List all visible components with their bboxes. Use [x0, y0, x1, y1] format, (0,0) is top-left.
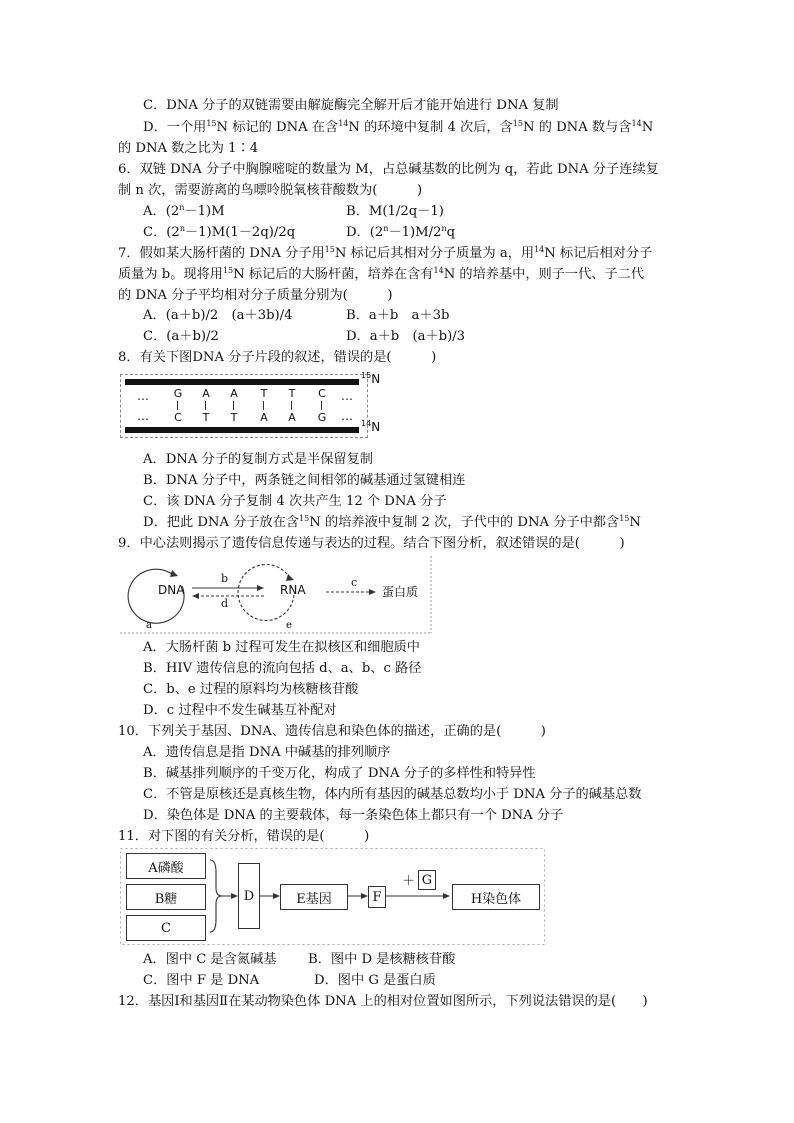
label-c: c	[351, 576, 358, 589]
label-a: a	[146, 620, 152, 631]
base-pair	[259, 385, 269, 427]
hydrogen-bond	[233, 401, 234, 410]
base-pair	[201, 385, 211, 427]
label-15n: $^{15}$N	[361, 371, 381, 386]
base-pair	[229, 385, 239, 427]
box-e-gene: E基因	[280, 884, 348, 910]
bottom-base: T	[230, 411, 238, 424]
question-9: 9．中心法则揭示了遗传信息传递与表达的过程。结合下图分析，叙述错误的是( )	[118, 536, 625, 551]
dots-bottom-left: …	[137, 409, 149, 423]
q5-option-c: C．DNA 分子的双链需要由解旋酶完全解开后才能开始进行 DNA 复制	[143, 98, 559, 113]
q6-option-c: C．$(2^n-1)M(1-2q)/2q$	[143, 224, 296, 240]
question-6: 6．双链 DNA 分子中胸腺嘧啶的数量为 M，占总碱基数的比例为 q，若此 DNA 分子连续复	[118, 162, 659, 177]
base-pair	[287, 385, 297, 427]
hydrogen-bond	[263, 401, 264, 410]
question-7: 7．假如某大肠杆菌的 DNA 分子用$^{15}$N 标记后其相对分子质量为 a，用$^{14}$N 标记后相对分子	[118, 245, 653, 261]
q10-option-d: D．染色体是 DNA 的主要载体，每一条染色体上都只有一个 DNA 分子	[143, 808, 564, 823]
q9-option-b: B．HIV 遗传信息的流向包括 d、a、b、c 路径	[143, 661, 422, 676]
q10-option-c: C．不管是原核还是真核生物，体内所有基因的碱基总数均小于 DNA 分子的碱基总数	[143, 787, 642, 802]
question-7-cont2: 的 DNA 分子平均相对分子质量分别为( )	[118, 288, 393, 303]
box-a-phosphate: A磷酸	[126, 853, 206, 879]
hydrogen-bond	[291, 401, 292, 410]
q5-option-d-cont: 的 DNA 数之比为 1∶4	[118, 141, 259, 156]
label-d: d	[221, 597, 229, 610]
q8-option-d: D．把此 DNA 分子放在含$^{15}$N 的培养液中复制 2 次，子代中的 DNA 分子中都含$^{15}$N	[143, 514, 641, 530]
top-base: G	[173, 387, 183, 400]
top-base: T	[260, 387, 268, 400]
dna-fragment-figure	[120, 374, 368, 438]
q11-option-d: D．图中 G 是蛋白质	[314, 973, 436, 988]
q9-option-a: A．大肠杆菌 b 过程可发生在拟核区和细胞质中	[143, 640, 420, 655]
top-base: A	[230, 387, 238, 400]
q11-option-a: A．图中 C 是含氮碱基	[143, 952, 277, 967]
label-14n: $^{14}$N	[361, 419, 381, 434]
rna-label: RNA	[280, 583, 306, 597]
bottom-base: T	[202, 411, 210, 424]
bottom-strand	[125, 427, 359, 433]
question-7-cont: 质量为 b。现将用$^{15}$N 标记后的大肠杆菌，培养在含有$^{14}$N 的培养基中，则子一代、子二代	[118, 266, 645, 282]
box-b-sugar: B糖	[126, 884, 206, 910]
box-h-chromosome: H染色体	[452, 884, 540, 910]
plus-sign: ＋	[402, 874, 416, 889]
gene-chromosome-figure	[120, 848, 546, 946]
top-base: T	[288, 387, 296, 400]
question-8: 8．有关下图DNA 分子片段的叙述，错误的是( )	[118, 350, 437, 365]
label-b: b	[221, 572, 229, 585]
q10-option-b: B．碱基排列顺序的千变万化，构成了 DNA 分子的多样性和特异性	[143, 766, 536, 781]
box-c: C	[126, 915, 206, 941]
top-base: A	[202, 387, 210, 400]
box-g: G	[418, 870, 436, 890]
dots-top-left: …	[137, 389, 149, 403]
box-d: D	[238, 863, 260, 929]
question-10: 10．下列关于基因、DNA、遗传信息和染色体的描述，正确的是( )	[118, 724, 546, 739]
q10-option-a: A．遗传信息是指 DNA 中碱基的排列顺序	[143, 745, 391, 760]
q7-option-a: A．(a＋b)/2 (a＋3b)/4	[143, 308, 293, 323]
hydrogen-bond	[205, 401, 206, 410]
q11-option-c: C．图中 F 是 DNA	[143, 973, 260, 988]
q5-option-d: D．一个用$^{15}$N 标记的 DNA 在含$^{14}$N 的环境中复制 4 次后，含$^{15}$N 的 DNA 数与含$^{14}$N	[143, 119, 654, 135]
question-11: 11．对下图的有关分析，错误的是( )	[118, 829, 370, 844]
q8-option-c: C．该 DNA 分子复制 4 次共产生 12 个 DNA 分子	[143, 494, 447, 509]
q6-option-a: A．$(2^n-1)M$	[143, 203, 225, 219]
q8-option-a: A．DNA 分子的复制方式是半保留复制	[143, 452, 373, 467]
label-e: e	[286, 620, 292, 631]
dots-bottom-right: …	[341, 409, 353, 423]
q9-option-c: C．b、e 过程的原料均为核糖核苷酸	[143, 682, 359, 697]
bottom-base: A	[288, 411, 296, 424]
protein-label: 蛋白质	[382, 585, 419, 599]
hydrogen-bond	[321, 401, 322, 410]
box-f: F	[368, 886, 386, 908]
top-base: C	[318, 387, 326, 400]
bottom-base: C	[174, 411, 182, 424]
q6-option-d: D．$(2^n-1)M/2^nq$	[346, 224, 456, 240]
question-6-cont: 制 n 次，需要游离的鸟嘌呤脱氧核苷酸数为( )	[118, 183, 423, 198]
base-pair	[173, 385, 183, 427]
q7-option-c: C．(a＋b)/2	[143, 329, 219, 344]
bottom-base: G	[317, 411, 327, 424]
q9-option-d: D．c 过程中不发生碱基互补配对	[143, 703, 337, 718]
base-pair	[317, 385, 327, 427]
bottom-base: A	[260, 411, 268, 424]
question-12: 12．基因Ⅰ和基因Ⅱ在某动物染色体 DNA 上的相对位置如图所示，下列说法错误的是( )	[118, 994, 648, 1009]
q7-option-b: B．a＋b a＋3b	[346, 308, 450, 323]
dots-top-right: …	[341, 389, 353, 403]
q11-option-b: B．图中 D 是核糖核苷酸	[308, 952, 456, 967]
q6-option-b: B．M(1/2q－1)	[346, 204, 444, 219]
q7-option-d: D．a＋b (a＋b)/3	[346, 329, 466, 344]
hydrogen-bond	[177, 401, 178, 410]
dna-label: DNA	[158, 583, 185, 597]
q8-option-b: B．DNA 分子中，两条链之间相邻的碱基通过氢键相连	[143, 473, 466, 488]
central-dogma-figure	[120, 556, 432, 634]
